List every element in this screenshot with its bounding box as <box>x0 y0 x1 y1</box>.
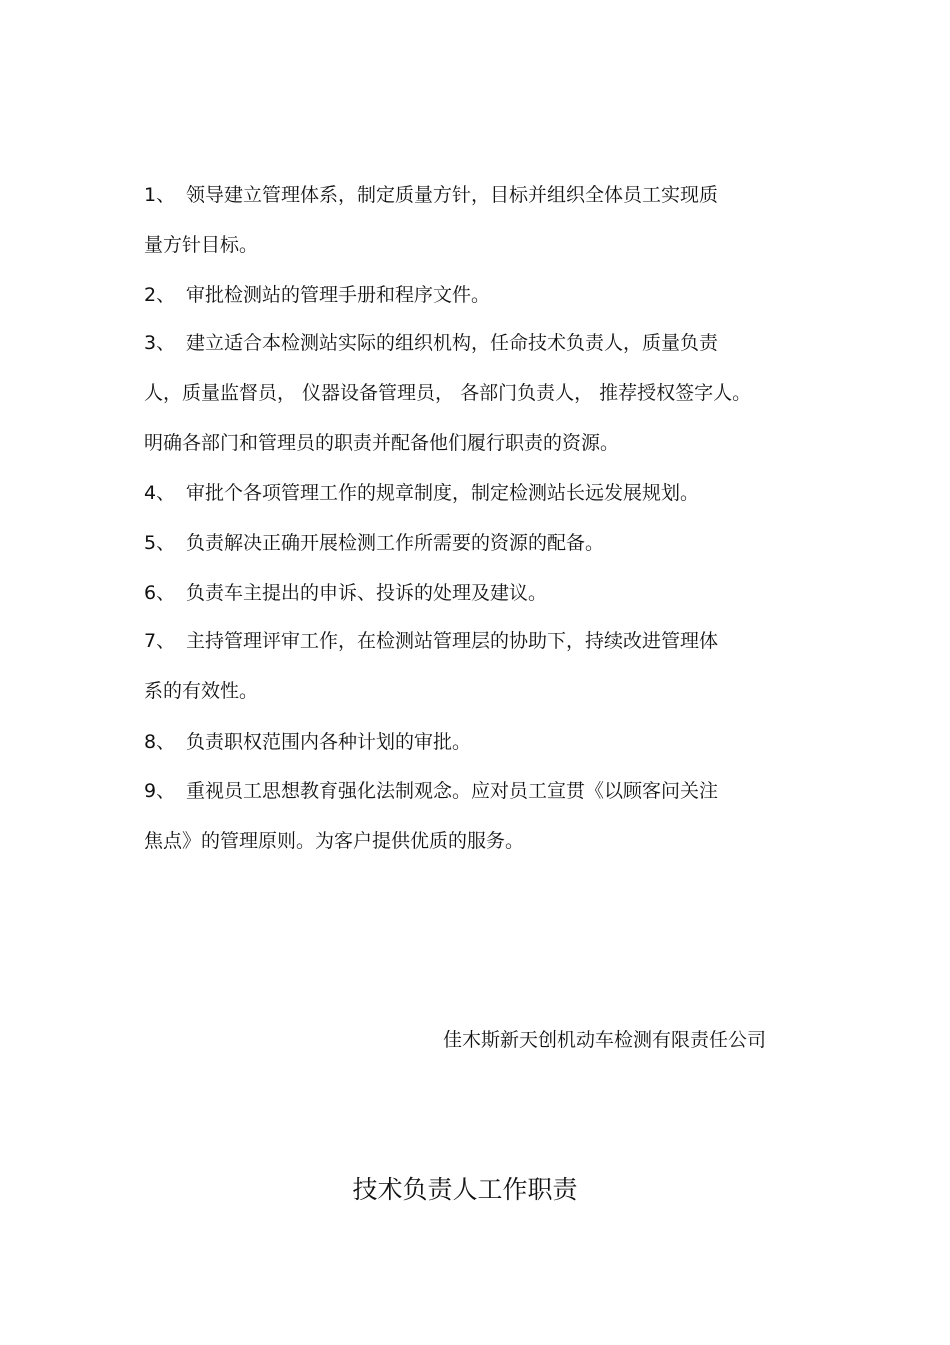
item-text-line: 人，质量监督员， 仪器设备管理员， 各部门负责人， 推荐授权签字人。 <box>144 382 752 404</box>
item-text-line: 负责职权范围内各种计划的审批。 <box>186 731 472 753</box>
item-number: 2、 <box>144 284 176 306</box>
duty-item-3 <box>144 318 784 468</box>
item-text-line: 焦点》的管理原则。为客户提供优质的服务。 <box>144 830 525 852</box>
item-number: 7、 <box>144 630 176 652</box>
item-text-line: 审批个各项管理工作的规章制度，制定检测站长远发展规划。 <box>186 482 700 504</box>
duty-item-7 <box>144 616 784 716</box>
company-name: 佳木斯新天创机动车检测有限责任公司 <box>442 1029 766 1051</box>
duty-item-6 <box>144 568 784 618</box>
item-text-line: 重视员工思想教育强化法制观念。应对员工宣贯《以顾客问关注 <box>186 780 719 802</box>
item-text-line: 主持管理评审工作，在检测站管理层的协助下，持续改进管理体 <box>186 630 719 652</box>
item-text-line: 领导建立管理体系，制定质量方针，目标并组织全体员工实现质 <box>186 184 719 206</box>
duty-item-1 <box>144 170 784 270</box>
duty-item-5 <box>144 518 784 568</box>
section-heading: 技术负责人工作职责 <box>352 1175 578 1204</box>
duty-item-2 <box>144 270 784 320</box>
item-number: 8、 <box>144 731 176 753</box>
item-number: 5、 <box>144 532 176 554</box>
item-text-line: 系的有效性。 <box>144 680 259 702</box>
duty-item-8 <box>144 717 784 767</box>
item-number: 4、 <box>144 482 176 504</box>
item-text-line: 负责车主提出的申诉、投诉的处理及建议。 <box>186 582 548 604</box>
duty-item-9 <box>144 766 784 866</box>
item-text-line: 审批检测站的管理手册和程序文件。 <box>186 284 491 306</box>
item-text-line: 量方针目标。 <box>144 234 259 256</box>
duty-item-4 <box>144 468 784 518</box>
item-number: 1、 <box>144 184 176 206</box>
item-text-line: 明确各部门和管理员的职责并配备他们履行职责的资源。 <box>144 432 620 454</box>
item-number: 6、 <box>144 582 176 604</box>
item-number: 9、 <box>144 780 176 802</box>
item-text-line: 负责解决正确开展检测工作所需要的资源的配备。 <box>186 532 605 554</box>
item-text-line: 建立适合本检测站实际的组织机构，任命技术负责人，质量负责 <box>186 332 719 354</box>
item-number: 3、 <box>144 332 176 354</box>
